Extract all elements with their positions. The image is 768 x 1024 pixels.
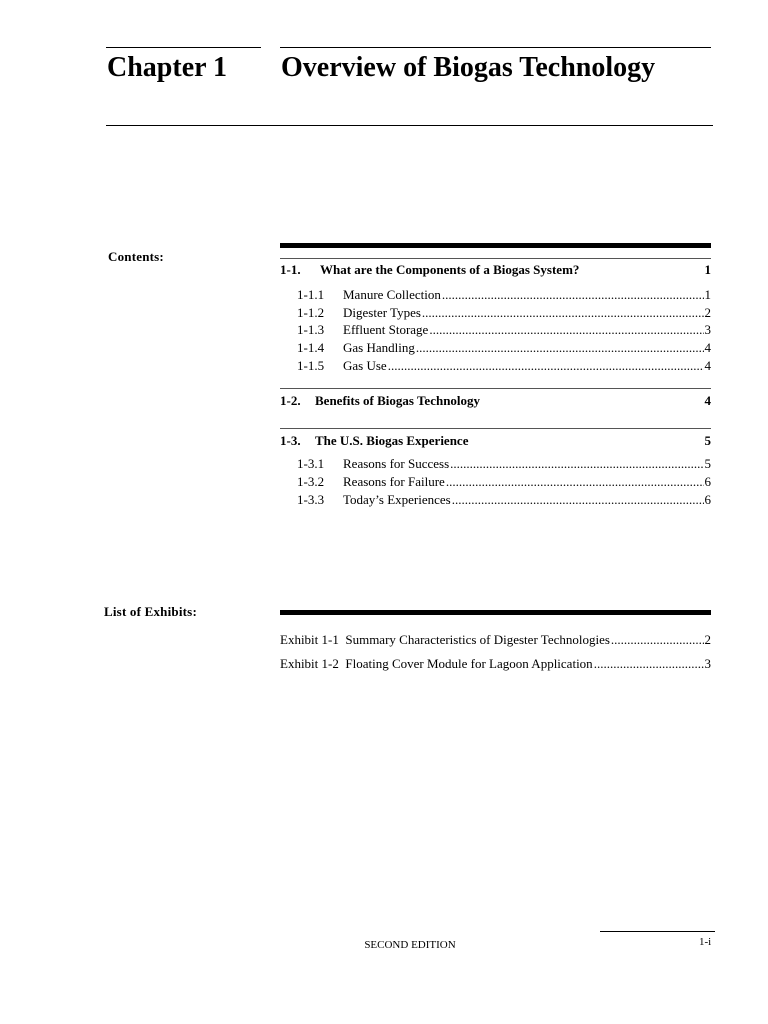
chapter-title: Overview of Biogas Technology: [281, 52, 656, 83]
toc-item-title: Digester Types: [343, 305, 421, 320]
footer-page-number: 1-i: [699, 936, 712, 948]
footer-edition: SECOND EDITION: [364, 939, 456, 951]
toc-item-page: 3: [704, 322, 711, 337]
exhibits-thick-rule: [280, 610, 711, 615]
toc-item-title: Reasons for Success: [343, 456, 450, 471]
toc-item-1-1-2[interactable]: [297, 305, 711, 321]
contents-label: Contents:: [108, 249, 164, 264]
toc-section-page: 1: [704, 262, 711, 277]
toc-item-number: 1-1.4: [297, 340, 325, 355]
toc-leader-dots: [446, 474, 704, 490]
toc-item-1-1-1[interactable]: [297, 287, 711, 303]
exhibit-title: Exhibit 1-2 Floating Cover Module for Lagoon Application: [280, 656, 593, 671]
toc-item-page: 5: [704, 456, 711, 471]
toc-section-rule: [280, 388, 711, 389]
exhibit-page: 2: [704, 632, 711, 647]
toc-item-page: 2: [704, 305, 711, 320]
toc-item-1-1-5[interactable]: [297, 358, 711, 374]
toc-section-rule: [280, 258, 711, 259]
toc-leader-dots: [429, 322, 703, 338]
toc-item-page: 6: [704, 492, 711, 507]
toc-section-title: Benefits of Biogas Technology: [315, 393, 481, 408]
toc-section-number: 1-2.: [280, 393, 301, 408]
toc-leader-dots: [416, 340, 704, 356]
toc-item-1-3-1[interactable]: [297, 456, 711, 472]
header-top-rule-right: [280, 47, 711, 48]
toc-section-rule: [280, 428, 711, 429]
header-top-rule-left: [106, 47, 261, 48]
toc-item-1-1-3[interactable]: [297, 322, 711, 338]
toc-item-title: Manure Collection: [343, 287, 441, 302]
exhibits-label: List of Exhibits:: [104, 604, 197, 619]
toc-item-page: 6: [704, 474, 711, 489]
toc-section-title: The U.S. Biogas Experience: [315, 433, 469, 448]
toc-item-title: Reasons for Failure: [343, 474, 445, 489]
exhibit-item-1[interactable]: [280, 632, 711, 648]
toc-item-title: Effluent Storage: [343, 322, 429, 337]
exhibit-title: Exhibit 1-1 Summary Characteristics of Digester Technologies: [280, 632, 610, 647]
toc-item-number: 1-1.2: [297, 305, 325, 320]
toc-item-title: Gas Use: [343, 358, 387, 373]
toc-leader-dots: [442, 287, 704, 303]
toc-item-title: Today’s Experiences: [343, 492, 451, 507]
toc-item-page: 1: [704, 287, 711, 302]
toc-item-number: 1-1.1: [297, 287, 325, 302]
toc-section-title: What are the Components of a Biogas System?: [320, 262, 580, 277]
toc-item-number: 1-3.1: [297, 456, 325, 471]
toc-item-page: 4: [704, 340, 711, 355]
toc-leader-dots: [450, 456, 703, 472]
exhibit-page: 3: [704, 656, 711, 671]
toc-item-title: Gas Handling: [343, 340, 415, 355]
exhibit-item-2[interactable]: [280, 656, 711, 672]
toc-section-page: 4: [704, 393, 711, 408]
toc-item-1-1-4[interactable]: [297, 340, 711, 356]
toc-leader-dots: [422, 305, 704, 321]
chapter-label: Chapter 1: [107, 52, 228, 83]
toc-item-1-3-3[interactable]: [297, 492, 711, 508]
toc-section-number: 1-3.: [280, 433, 301, 448]
toc-item-number: 1-1.3: [297, 322, 325, 337]
toc-section-page: 5: [704, 433, 711, 448]
toc-item-number: 1-3.2: [297, 474, 325, 489]
contents-thick-rule: [280, 243, 711, 248]
exhibit-leader-dots: [611, 632, 704, 648]
header-bottom-rule: [106, 125, 713, 126]
toc-section-number: 1-1.: [280, 262, 301, 277]
toc-item-number: 1-1.5: [297, 358, 325, 373]
toc-leader-dots: [388, 358, 704, 374]
toc-item-1-3-2[interactable]: [297, 474, 711, 490]
exhibit-leader-dots: [594, 656, 704, 672]
toc-item-page: 4: [704, 358, 711, 373]
toc-leader-dots: [452, 492, 704, 508]
toc-item-number: 1-3.3: [297, 492, 325, 507]
footer-rule: [600, 931, 715, 932]
